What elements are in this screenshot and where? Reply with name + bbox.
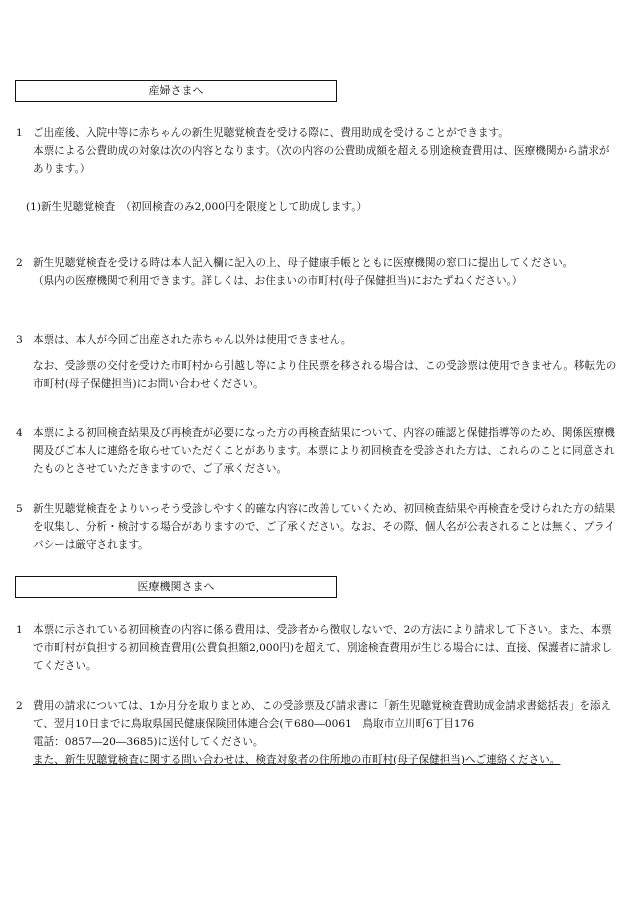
patient-item-1 <box>16 124 618 178</box>
institution-item-2 <box>16 697 618 769</box>
item-text: 本票による公費助成の対象は次の内容となります。（次の内容の公費助成額を超える別途検査費用は、医療機関から請求があります。） <box>33 145 610 175</box>
item-number: 1 <box>16 624 23 636</box>
item-number: 3 <box>16 334 23 346</box>
patient-item-2 <box>16 254 618 290</box>
institution-section-heading: 医療機関さまへ <box>15 576 337 598</box>
item-text: 本票に示されている初回検査の内容に係る費用は、受診者から徴収しないで、2の方法により請求して下さい。また、本票で市町村が負担する初回検査費用(公費負担額2,000円)を超えて、別途検査費用が生じる場合には、直接、保護者に請求してください。 <box>33 624 612 672</box>
item-number: 1 <box>16 127 23 139</box>
item-text: 新生児聴覚検査を受ける時は本人記入欄に記入の上、母子健康手帳とともに医療機関の窓口に提出してください。 <box>33 257 574 269</box>
item-text: ご出産後、入院中等に赤ちゃんの新生児聴覚検査を受ける際に、費用助成を受けることができます。 <box>33 127 509 139</box>
item-number: 2 <box>16 700 23 712</box>
item-text: （県内の医療機関で利用できます。詳しくは、お住まいの市町村(母子保健担当)におたずねください。） <box>33 275 523 287</box>
item-number: 2 <box>16 257 23 269</box>
item-text: 本票による初回検査結果及び再検査が必要になった方の再検査結果について、内容の確認と保健指導等のため、関係医療機関及びご本人に連絡を取らせていただくことがあります。本票により初回検査を受診された方は、これらのことに同意されたものとさせていただきますので、ご了承ください。 <box>33 427 615 475</box>
patient-item-3 <box>16 331 618 393</box>
item-number: 4 <box>16 427 23 439</box>
item-note: なお、受診票の交付を受けた市町村から引越し等により住民票を移される場合は、この受診票は使用できません。移転先の市町村(母子保健担当)にお問い合わせください。 <box>33 360 617 390</box>
patient-item-4 <box>16 424 618 478</box>
patient-section-heading: 産婦さまへ <box>15 80 337 102</box>
item-text: 本票は、本人が今回ご出産された赤ちゃん以外は使用できません。 <box>33 334 352 346</box>
item-number: 5 <box>16 503 23 515</box>
item-text: 費用の請求については、1か月分を取りまとめ、この受診票及び請求書に「新生児聴覚検査費助成金請求書総括表」を添えて、翌月10日までに鳥取県国民健康保険団体連合会(〒680―0061 鳥取市立川町6丁目176 <box>33 700 612 730</box>
item-text: 新生児聴覚検査をよりいっそう受診しやすく的確な内容に改善していくため、初回検査結果や再検査を受けられた方の結果を収集し、分析・検討する場合がありますので、ご了承ください。なお、その際、個人名が公表されることは無く、プライバシーは厳守されます。 <box>33 503 616 551</box>
item-text: 電話：0857―20―3685)に送付してください。 <box>33 736 264 748</box>
institution-item-1 <box>16 621 618 675</box>
patient-item-5 <box>16 500 618 554</box>
patient-subitem-1: (1)新生児聴覚検査 （初回検査のみ2,000円を限度として助成します。） <box>26 201 368 213</box>
inquiry-note: また、新生児聴覚検査に関する問い合わせは、検査対象者の住所地の市町村(母子保健担当)へご連絡ください。 <box>33 754 561 766</box>
